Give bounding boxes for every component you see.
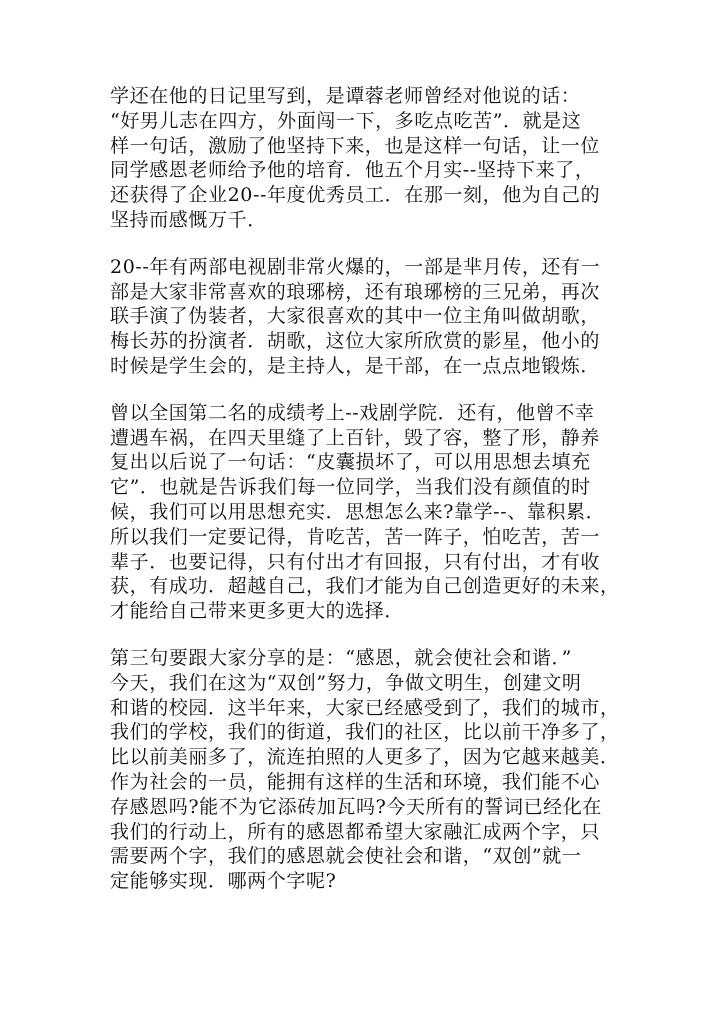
text-line: 我们的学校，我们的街道，我们的社区，比以前干净多了，: [110, 721, 620, 744]
text-line: 梅长苏的扮演者．胡歌，这位大家所欣赏的影星，他小的: [110, 330, 601, 353]
text-line: 今天，我们在这为“双创”努力，争做文明生，创建文明: [110, 671, 582, 694]
text-line: 复出以后说了一句话：“皮囊损坏了，可以用思想去填充: [110, 451, 591, 474]
text-line: 第三句要跟大家分享的是：“感恩，就会使社会和谐．”: [110, 646, 572, 669]
text-line: 曾以全国第二名的成绩考上--戏剧学院．还有，他曾不幸: [110, 401, 595, 424]
text-line: 所以我们一定要记得，肯吃苦，苦一阵子，怕吃苦，苦一: [110, 525, 601, 548]
text-line: 才能给自己带来更多更大的选择．: [110, 600, 405, 623]
text-line: 学还在他的日记里写到，是谭蓉老师曾经对他说的话：: [110, 85, 581, 107]
text-line: 需要两个字，我们的感恩就会使社会和谐，“双创”就一: [110, 845, 582, 868]
paragraph-1: [110, 84, 610, 233]
text-line: 我们的行动上，所有的感恩都希望大家融汇成两个字，只: [110, 820, 601, 843]
paragraph-4: [110, 646, 620, 894]
text-line: 时候是学生会的，是主持人，是干部，在一点点地锻炼．: [110, 354, 601, 377]
text-line: 部是大家非常喜欢的琅琊榜，还有琅琊榜的三兄弟，再次: [110, 280, 601, 303]
text-line: 还获得了企业20--年度优秀员工．在那一刻，他为自己的: [110, 184, 601, 207]
text-line: 比以前美丽多了，流连拍照的人更多了，因为它越来越美．: [110, 746, 620, 769]
text-line: 存感恩吗?能不为它添砖加瓦吗?今天所有的誓词已经化在: [110, 795, 602, 818]
text-line: “好男儿志在四方，外面闯一下，多吃点吃苦”．就是这: [110, 109, 582, 132]
paragraph-2: [110, 255, 610, 379]
text-line: 坚持而感慨万千．: [110, 208, 267, 231]
text-line: 作为社会的一员，能拥有这样的生活和环境，我们能不心: [110, 770, 601, 793]
text-line: 样一句话，激励了他坚持下来，也是这样一句话，让一位: [110, 134, 601, 157]
text-line: 同学感恩老师给予他的培育．他五个月实--坚持下来了，: [110, 159, 595, 182]
text-line: 候，我们可以用思想充实．思想怎么来?靠学--、靠积累．: [110, 500, 606, 523]
text-line: 获，有成功．超越自己，我们才能为自己创造更好的未来，: [110, 575, 620, 598]
text-line: 辈子．也要记得，只有付出才有回报，只有付出，才有收: [110, 550, 601, 573]
text-line: 和谐的校园．这半年来，大家已经感受到了，我们的城市，: [110, 696, 620, 719]
text-line: 遭遇车祸，在四天里缝了上百针，毁了容，整了形，静养: [110, 426, 601, 449]
document-body: [110, 84, 620, 916]
text-line: 联手演了伪装者，大家很喜欢的其中一位主角叫做胡歌，: [110, 305, 601, 328]
paragraph-3: [110, 401, 620, 624]
text-line: 定能够实现．哪两个字呢?: [110, 870, 337, 893]
text-line: 它”．也就是告诉我们每一位同学，当我们没有颜值的时: [110, 476, 591, 499]
text-line: 20--年有两部电视剧非常火爆的，一部是芈月传，还有一: [110, 255, 601, 278]
